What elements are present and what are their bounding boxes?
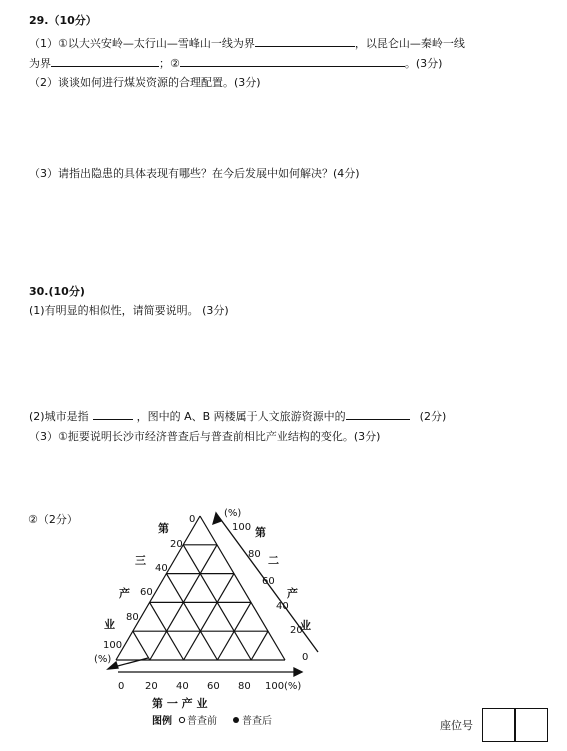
seat-number-label: 座位号 — [440, 719, 473, 732]
q30-part1: (1)有明显的相似性，请简要说明。 (3分) — [29, 304, 229, 317]
bottom-tick-80: 80 — [238, 681, 251, 692]
legend-filled-circle-icon — [233, 717, 239, 723]
grid-line-rising — [166, 574, 217, 660]
right-axis-char-1: 第 — [255, 526, 266, 539]
grid-line-falling — [251, 631, 268, 660]
legend — [152, 714, 272, 727]
left-tick-80: 80 — [126, 612, 139, 623]
right-tick-80: 80 — [248, 549, 261, 560]
q30-part2-text-a: (2)城市是指 — [29, 410, 89, 423]
legend-after: 普查后 — [242, 716, 272, 727]
right-tick-20: 20 — [290, 625, 303, 636]
left-axis-char-2: 三 — [135, 554, 146, 567]
left-tick-40: 40 — [155, 563, 168, 574]
left-axis-char-1: 第 — [158, 522, 169, 535]
q29-part1-text-e: 。(3分) — [404, 57, 443, 70]
bottom-tick-100: 100 — [265, 681, 285, 692]
left-tick-100: 100 — [103, 640, 123, 651]
q29-header: 29.（10分） — [29, 14, 97, 27]
right-unit: (%) — [224, 508, 242, 519]
q30-part2-text-b: ，图中的 A、B 两楼属于人文旅游资源中的 — [136, 410, 346, 423]
bottom-tick-60: 60 — [207, 681, 220, 692]
right-axis-char-4: 业 — [300, 619, 311, 632]
q29-part1-text-a: （1）①以大兴安岭—太行山—雪峰山一线为界 — [29, 37, 255, 50]
q29-part1-text-d: ；② — [159, 57, 180, 70]
q29-part2: （2）谈谈如何进行煤炭资源的合理配置。(3分) — [29, 76, 261, 89]
right-axis-char-2: 二 — [268, 554, 279, 567]
q29-part3: （3）请指出隐患的具体表现有哪些？在今后发展中如何解决？(4分) — [29, 167, 360, 180]
right-tick-0: 0 — [302, 652, 309, 663]
q30-part3: （3）①扼要说明长沙市经济普查后与普查前相比产业结构的变化。(3分) — [29, 430, 381, 443]
legend-before: 普查前 — [187, 716, 217, 727]
seat-number-box — [440, 708, 548, 742]
left-axis-char-3: 产 — [119, 587, 130, 600]
legend-label: 图例 — [152, 716, 172, 727]
bottom-axis-label: 第 一 产 业 — [152, 697, 208, 710]
seat-number-cell-1[interactable] — [482, 708, 516, 742]
bottom-arrow-head — [294, 668, 302, 676]
left-tick-20: 20 — [170, 539, 183, 550]
q30-header: 30.(10分) — [29, 285, 85, 298]
q29-part1-text-c: 为界 — [29, 57, 51, 70]
bottom-unit: (%) — [284, 681, 302, 692]
grid-line-rising — [133, 631, 150, 660]
bottom-tick-0: 0 — [118, 681, 125, 692]
right-tick-60: 60 — [262, 576, 275, 587]
right-tick-100: 100 — [232, 522, 252, 533]
left-axis-char-4: 业 — [104, 618, 115, 631]
right-axis-char-3: 产 — [287, 587, 298, 600]
right-tick-40: 40 — [276, 601, 289, 612]
bottom-tick-20: 20 — [145, 681, 158, 692]
grid-line-falling — [184, 574, 234, 660]
bottom-tick-40: 40 — [176, 681, 189, 692]
legend-open-circle-icon — [179, 717, 184, 722]
q29-part1-text-b: ，以昆仑山—秦岭一线 — [354, 37, 465, 50]
q30-part2-text-c: (2分) — [419, 410, 447, 423]
triangle-right-edge — [200, 516, 285, 660]
seat-number-cell-2[interactable] — [514, 708, 548, 742]
diagram-part-label: ②（2分） — [28, 513, 78, 526]
left-unit: (%) — [94, 654, 112, 665]
right-arrow-head — [213, 513, 221, 524]
left-tick-60: 60 — [140, 587, 153, 598]
left-tick-0: 0 — [189, 514, 196, 525]
